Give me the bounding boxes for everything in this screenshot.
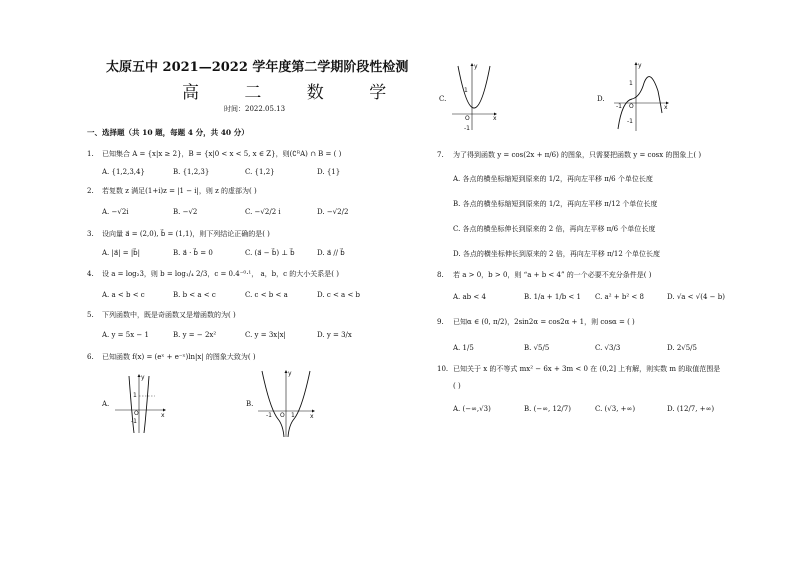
q4-option-d[interactable]: D. c < a < b bbox=[317, 291, 361, 299]
q4-option-c[interactable]: C. c < b < a bbox=[245, 291, 288, 299]
q5-option-a[interactable]: A. y = 5x − 1 bbox=[102, 331, 149, 339]
q8-option-b[interactable]: B. 1/a + 1/b < 1 bbox=[524, 293, 581, 301]
exam-date: 时间：2022.05.13 bbox=[224, 105, 286, 113]
q8-option-d[interactable]: D. √a < √(4 − b) bbox=[667, 293, 725, 301]
graph-c-y-label: y bbox=[474, 63, 478, 70]
q10-stem-blank: ( ) bbox=[453, 382, 461, 390]
q5-option-d[interactable]: D. y = 3/x bbox=[317, 331, 352, 339]
graph-a bbox=[113, 373, 168, 435]
q3-option-b[interactable]: B. a⃗ · b⃗ = 0 bbox=[173, 249, 213, 257]
q1-option-a[interactable]: A. {1,2,3,4} bbox=[102, 168, 145, 176]
q7-stem: 为了得到函数 y = cos(2x + π/6) 的图象，只需要把函数 y = cosx 的图象上( ) bbox=[453, 151, 702, 159]
q4-stem: 设 a = log₂3，则 b = log₁/₄ 2/3，c = 0.4⁻⁰·¹， a，b，c 的大小关系是( ) bbox=[102, 270, 339, 278]
q7-option-c[interactable]: C. 各点的横坐标伸长到原来的 2 倍，再向左平移 π/6 个单位长度 bbox=[453, 225, 656, 233]
q5-stem: 下列函数中，既是奇函数又是增函数的为( ) bbox=[102, 311, 236, 319]
graph-b-origin: O bbox=[280, 412, 285, 419]
graph-d-y-label: y bbox=[638, 62, 642, 69]
graph-b-curve-right bbox=[288, 371, 310, 437]
q5-option-b[interactable]: B. y = − 2x² bbox=[173, 331, 217, 339]
graph-a-origin: O bbox=[134, 410, 139, 417]
graph-b-curve-left bbox=[262, 371, 284, 437]
q8-stem: 若 a > 0，b > 0，则 “a + b < 4” 的一个必要不充分条件是( ) bbox=[453, 271, 652, 279]
q7-number: 7. bbox=[437, 151, 444, 159]
q1-option-b[interactable]: B. {1,2,3} bbox=[173, 168, 210, 176]
q2-option-d[interactable]: D. −√2/2 bbox=[317, 208, 349, 216]
graph-d-neg-one-y: -1 bbox=[627, 118, 633, 125]
q6-option-a[interactable]: A. bbox=[102, 400, 110, 408]
graph-c-origin: O bbox=[465, 115, 470, 122]
q1-stem: 已知集合 A = {x|x ≥ 2}，B = {x|0 < x < 5, x ∈ Z}，则(∁ᴿA) ∩ B = ( ) bbox=[102, 150, 342, 158]
q9-number: 9. bbox=[437, 318, 444, 326]
graph-b-y-label: y bbox=[288, 370, 292, 377]
q2-number: 2. bbox=[87, 187, 94, 195]
q1-option-c[interactable]: C. {1,2} bbox=[245, 168, 275, 176]
q9-stem: 已知α ∈ (0, π/2)，2sin2α = cos2α + 1，则 cosα = ( ) bbox=[453, 318, 635, 326]
q10-stem: 已知关于 x 的不等式 mx² − 6x + 3m < 0 在 (0,2] 上有解，则实数 m 的取值范围是 bbox=[453, 365, 721, 373]
q9-option-b[interactable]: B. √5/5 bbox=[524, 344, 550, 352]
graph-a-curve-right bbox=[144, 376, 149, 433]
graph-d-x-label: x bbox=[664, 104, 668, 111]
graph-c-x-label: x bbox=[493, 115, 497, 122]
q10-number: 10. bbox=[437, 365, 449, 373]
graph-a-x-label: x bbox=[161, 412, 165, 419]
q10-option-a[interactable]: A. (−∞,√3) bbox=[453, 405, 491, 413]
graph-b-one: 1 bbox=[291, 412, 295, 419]
q4-option-b[interactable]: B. b < a < c bbox=[173, 291, 216, 299]
graph-d-origin: O bbox=[629, 103, 634, 110]
q1-number: 1. bbox=[87, 150, 94, 158]
q3-option-a[interactable]: A. |a⃗| = |b⃗| bbox=[102, 249, 140, 257]
graph-a-one: 1 bbox=[133, 392, 137, 399]
q5-number: 5. bbox=[87, 311, 94, 319]
q8-option-c[interactable]: C. a² + b² < 8 bbox=[595, 293, 644, 301]
q2-option-b[interactable]: B. −√2 bbox=[173, 208, 198, 216]
q1-option-d[interactable]: D. {1} bbox=[317, 168, 341, 176]
exam-title: 太原五中 2021—2022 学年度第二学期阶段性检测 bbox=[106, 60, 409, 75]
q4-option-a[interactable]: A. a < b < c bbox=[102, 291, 145, 299]
q9-option-d[interactable]: D. 2√5/5 bbox=[667, 344, 697, 352]
graph-c-curve bbox=[458, 66, 490, 108]
graph-c-neg-one: -1 bbox=[464, 125, 470, 132]
graph-a-neg-one: -1 bbox=[131, 418, 137, 425]
q3-stem: 设向量 a⃗ = (2,0), b⃗ = (1,1)，则下列结论正确的是( ) bbox=[102, 230, 270, 238]
q2-option-c[interactable]: C. −√2/2 i bbox=[245, 208, 281, 216]
graph-d bbox=[612, 61, 672, 133]
q6-option-c[interactable]: C. bbox=[439, 95, 447, 103]
q9-option-c[interactable]: C. √3/3 bbox=[595, 344, 621, 352]
exam-subject: 高 二 数 学 bbox=[182, 83, 407, 103]
q3-number: 3. bbox=[87, 230, 94, 238]
q7-option-b[interactable]: B. 各点的横坐标缩短到原来的 1/2，再向左平移 π/12 个单位长度 bbox=[453, 200, 658, 208]
q10-option-c[interactable]: C. (√3, +∞) bbox=[595, 405, 636, 413]
q6-number: 6. bbox=[87, 353, 94, 361]
q6-option-d[interactable]: D. bbox=[597, 95, 605, 103]
q4-number: 4. bbox=[87, 270, 94, 278]
q2-option-a[interactable]: A. −√2i bbox=[102, 208, 129, 216]
graph-b bbox=[256, 369, 318, 439]
q10-option-b[interactable]: B. (−∞, 12/7) bbox=[524, 405, 571, 413]
section-heading: 一、选择题（共 10 题，每题 4 分，共 40 分） bbox=[87, 128, 249, 137]
q5-option-c[interactable]: C. y = 3x|x| bbox=[245, 331, 286, 339]
q7-option-a[interactable]: A. 各点的横坐标缩短到原来的 1/2，再向左平移 π/6 个单位长度 bbox=[453, 175, 653, 183]
q3-option-c[interactable]: C. (a⃗ − b⃗) ⊥ b⃗ bbox=[245, 249, 295, 257]
graph-b-x-label: x bbox=[310, 413, 314, 420]
graph-b-neg-one: -1 bbox=[266, 412, 272, 419]
q6-stem: 已知函数 f(x) = (eˣ + e⁻ˣ)ln|x| 的图象大致为( ) bbox=[102, 353, 256, 361]
q6-option-b[interactable]: B. bbox=[246, 400, 254, 408]
q10-option-d[interactable]: D. (12/7, +∞) bbox=[667, 405, 715, 413]
q9-option-a[interactable]: A. 1/5 bbox=[453, 344, 474, 352]
graph-c bbox=[450, 62, 500, 132]
q7-option-d[interactable]: D. 各点的横坐标伸长到原来的 2 倍，再向左平移 π/12 个单位长度 bbox=[453, 250, 661, 258]
graph-d-neg-one-x: -1 bbox=[616, 103, 622, 110]
q8-number: 8. bbox=[437, 271, 444, 279]
graph-c-one: 1 bbox=[464, 87, 468, 94]
graph-d-one: 1 bbox=[629, 80, 633, 87]
q2-stem: 若复数 z 满足(1+i)z = |1 − i|，则 z 的虚部为( ) bbox=[102, 187, 257, 195]
q8-option-a[interactable]: A. ab < 4 bbox=[453, 293, 486, 301]
graph-a-y-label: y bbox=[141, 374, 145, 381]
q3-option-d[interactable]: D. a⃗ // b⃗ bbox=[317, 249, 345, 257]
